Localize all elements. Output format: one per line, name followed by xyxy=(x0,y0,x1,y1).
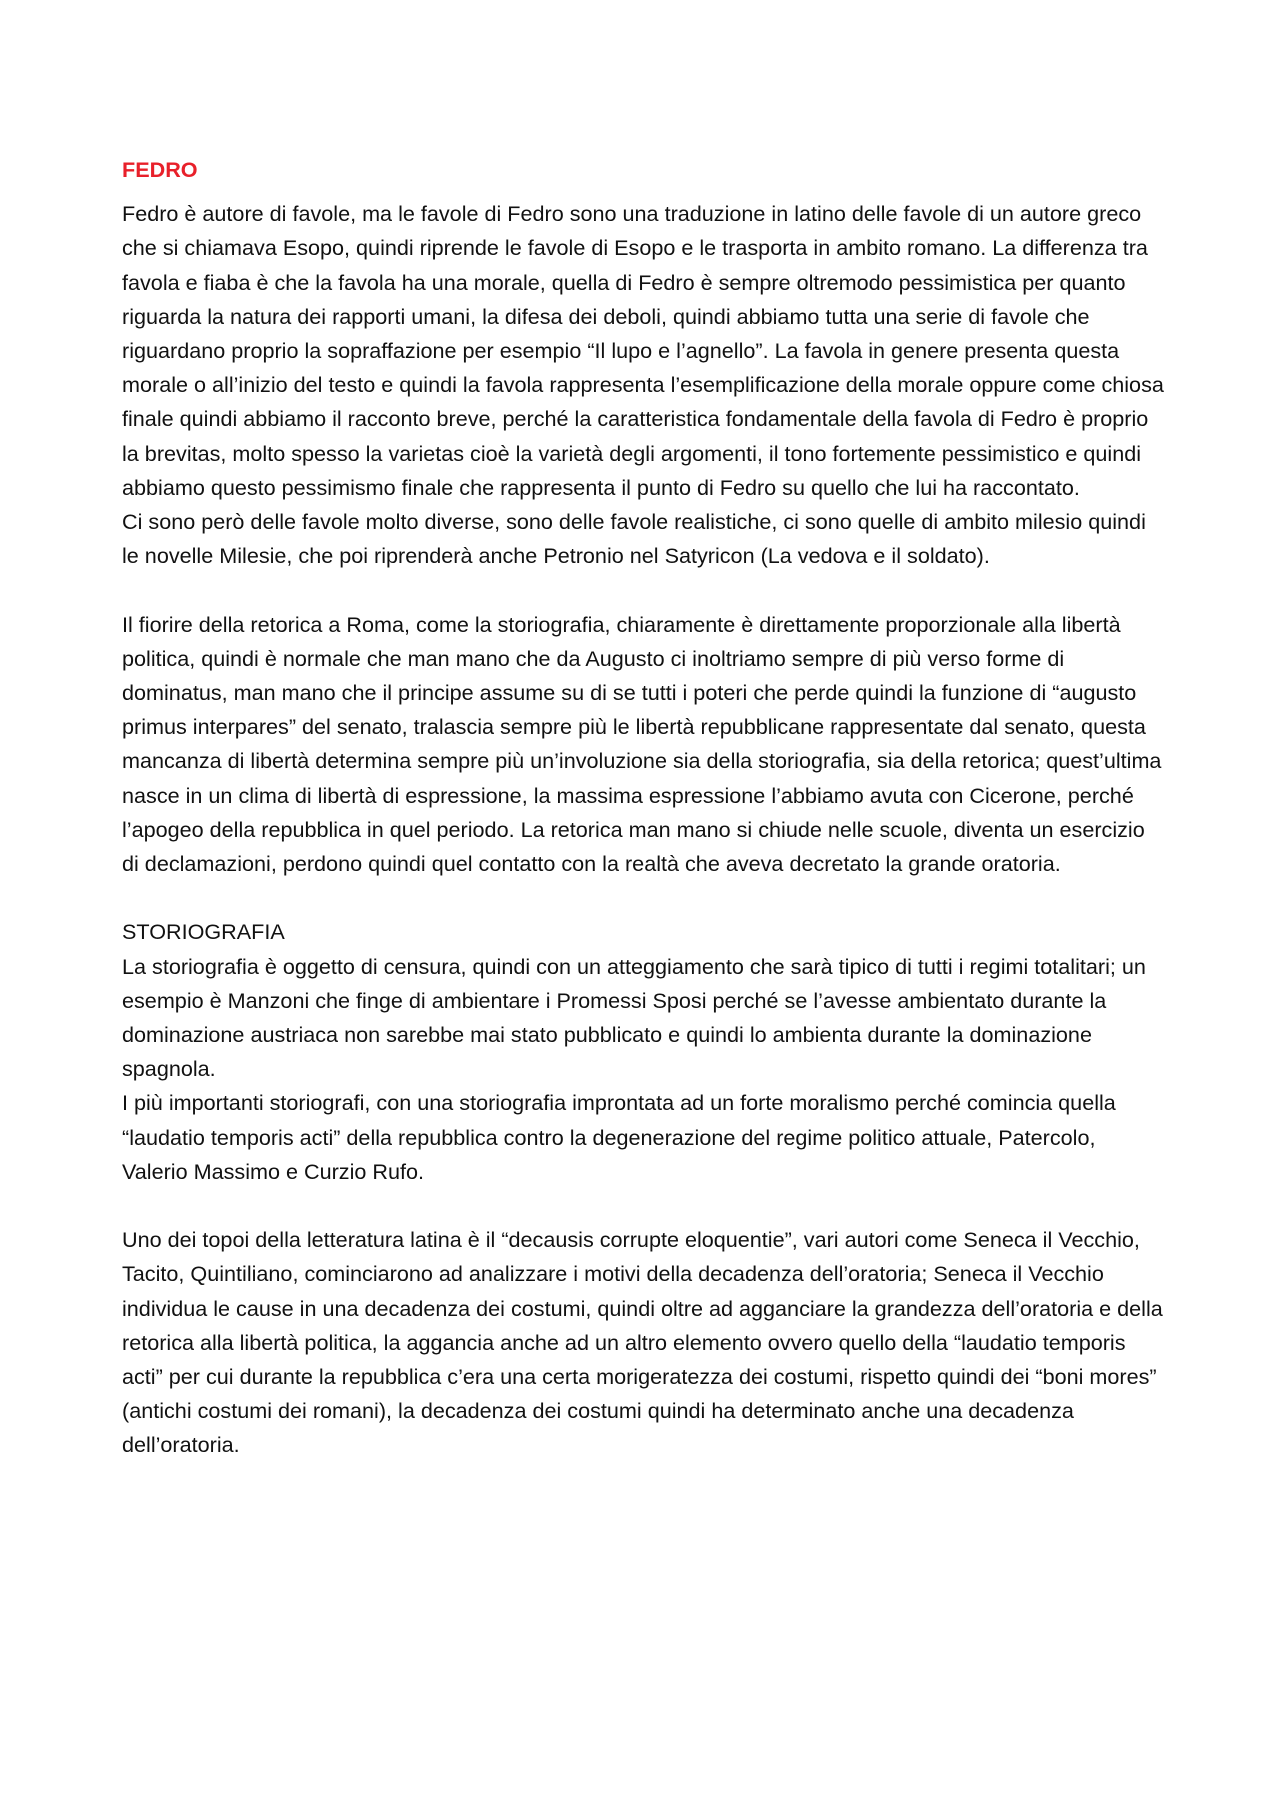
document-body xyxy=(122,153,1167,1463)
paragraph: Fedro è autore di favole, ma le favole di Fedro sono una traduzione in latino delle favole di un autore greco che si chiamava Esopo, quindi riprende le favole di Esopo e le trasporta in ambito romano. La differenza tra favola e fiaba è che la favola ha una morale, quella di Fedro è sempre oltremodo pessimistica per quanto riguarda la natura dei rapporti umani, la difesa dei deboli, quindi abbiamo tutta una serie di favole che riguardano proprio la sopraffazione per esempio “Il lupo e l’agnello”. La favola in genere presenta questa morale o all’inizio del testo e quindi la favola rappresenta l’esemplificazione della morale oppure come chiosa finale quindi abbiamo il racconto breve, perché la caratteristica fondamentale della favola di Fedro è proprio la brevitas, molto spesso la varietas cioè la varietà degli argomenti, il tono fortemente pessimistico e quindi abbiamo questo pessimismo finale che rappresenta il punto di Fedro su quello che lui ha raccontato. xyxy=(122,201,1164,500)
paragraph: Uno dei topoi della letteratura latina è il “decausis corrupte eloquentie”, vari autori come Seneca il Vecchio, Tacito, Quintiliano, cominciarono ad analizzare i motivi della decadenza dell’oratoria; Seneca il Vecchio individua le cause in una decadenza dei costumi, quindi oltre ad agganciare la grandezza dell’oratoria e della retorica alla libertà politica, la aggancia anche ad un altro elemento ovvero quello della “laudatio temporis acti” per cui durante la repubblica c’era una certa morigeratezza dei costumi, rispetto quindi dei “boni mores” (antichi costumi dei romani), la decadenza dei costumi quindi ha determinato anche una decadenza dell’oratoria. xyxy=(122,1227,1163,1458)
section-retorica xyxy=(122,608,1167,882)
paragraph-spacer xyxy=(122,573,1167,607)
section-heading: STORIOGRAFIA xyxy=(122,919,285,945)
section-fedro xyxy=(122,197,1167,573)
document-title: FEDRO xyxy=(122,157,198,182)
section-decadenza-oratoria xyxy=(122,1223,1167,1462)
paragraph: La storiografia è oggetto di censura, quindi con un atteggiamento che sarà tipico di tutti i regimi totalitari; un esempio è Manzoni che finge di ambientare i Promessi Sposi perché se l’avesse ambientato durante la dominazione austriaca non sarebbe mai stato pubblicato e quindi lo ambienta durante la dominazione spagnola. xyxy=(122,953,1146,1082)
section-storiografia xyxy=(122,915,1167,1189)
paragraph-spacer xyxy=(122,881,1167,915)
paragraph: I più importanti storiografi, con una storiografia improntata ad un forte moralismo perché comincia quella “laudatio temporis acti” della repubblica contro la degenerazione del regime politico attuale, Patercolo, Valerio Massimo e Curzio Rufo. xyxy=(122,1090,1116,1184)
paragraph: Il fiorire della retorica a Roma, come la storiografia, chiaramente è direttamente proporzionale alla libertà politica, quindi è normale che man mano che da Augusto ci inoltriamo sempre di più verso forme di dominatus, man mano che il principe assume su di se tutti i poteri che perde quindi la funzione di “augusto primus interpares” del senato, tralascia sempre più le libertà repubblicane rappresentate dal senato, questa mancanza di libertà determina sempre più un’involuzione sia della storiografia, sia della retorica; quest’ultima nasce in un clima di libertà di espressione, la massima espressione l’abbiamo avuta con Cicerone, perché l’apogeo della repubblica in quel periodo. La retorica man mano si chiude nelle scuole, diventa un esercizio di declamazioni, perdono quindi quel contatto con la realtà che aveva decretato la grande oratoria. xyxy=(122,611,1162,877)
paragraph: Ci sono però delle favole molto diverse, sono delle favole realistiche, ci sono quelle di ambito milesio quindi le novelle Milesie, che poi riprenderà anche Petronio nel Satyricon (La vedova e il soldato). xyxy=(122,509,1146,569)
paragraph-spacer xyxy=(122,1189,1167,1223)
